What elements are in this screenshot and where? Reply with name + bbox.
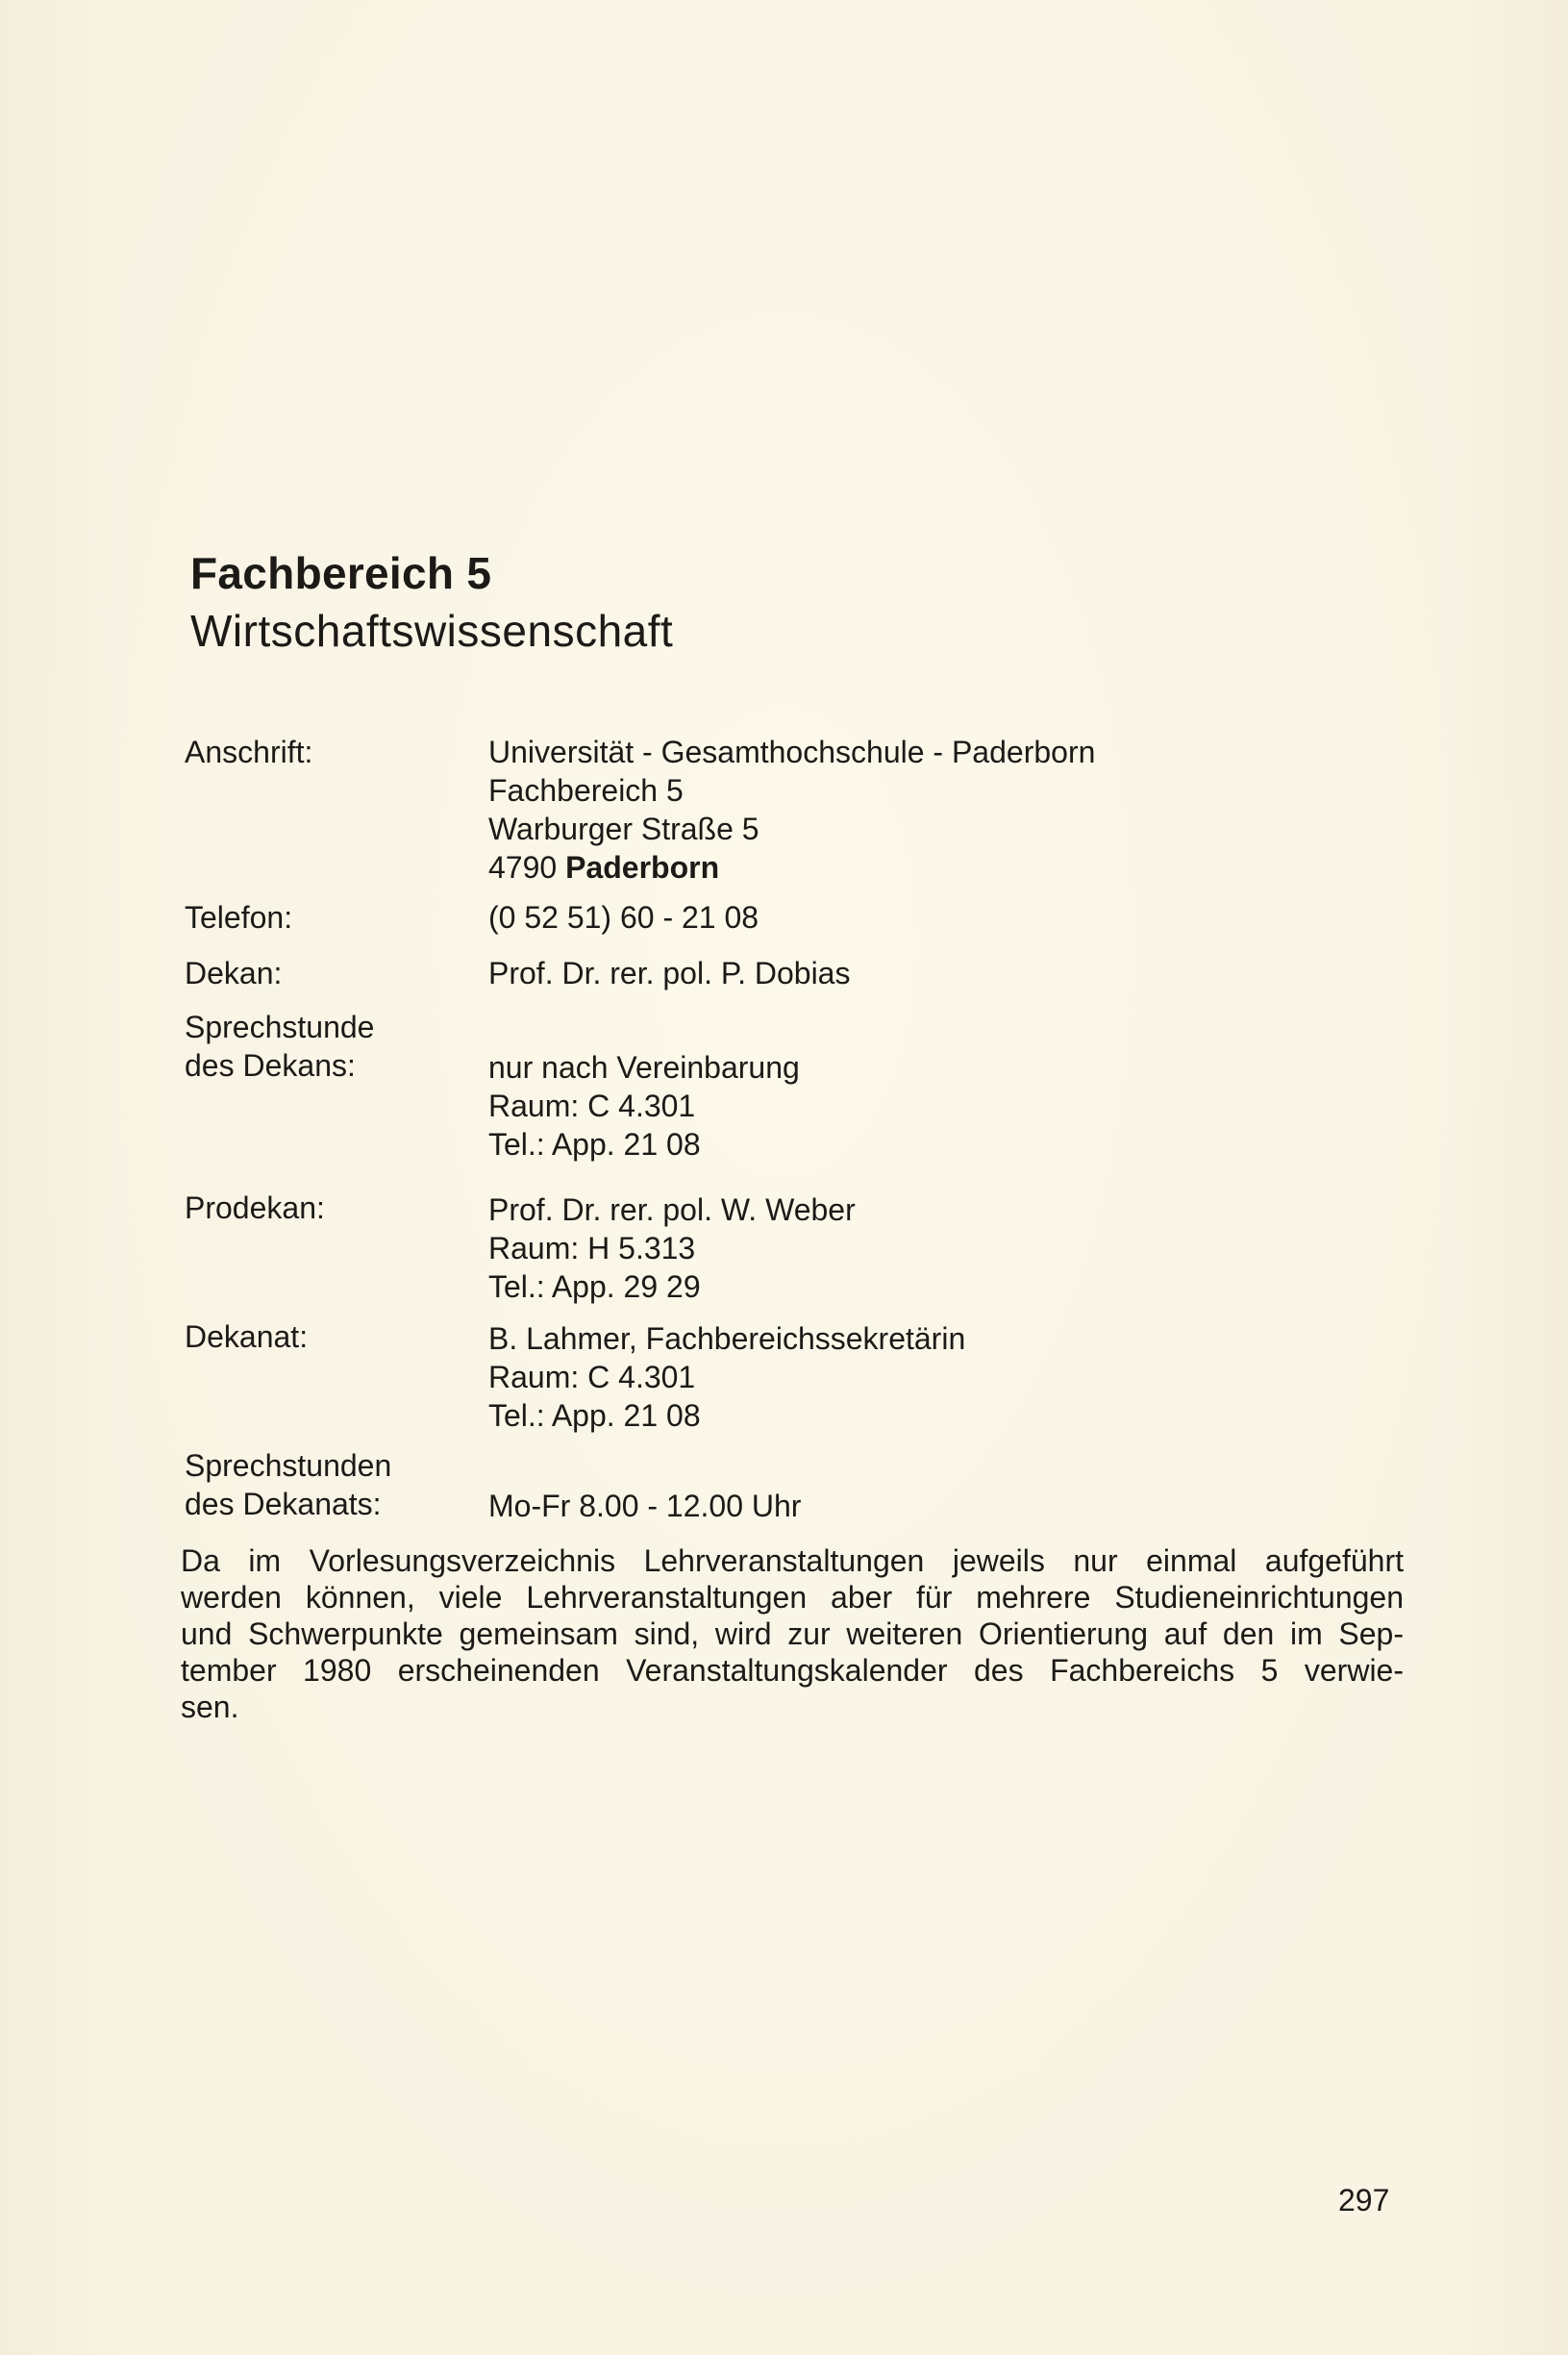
- label-line: Sprechstunde: [185, 1010, 375, 1044]
- label-line: Sprechstunden: [185, 1448, 392, 1483]
- value-line: Tel.: App. 21 08: [488, 1398, 701, 1433]
- entry-value: [488, 898, 1354, 937]
- entry-label: [185, 1189, 463, 1227]
- value-line: Tel.: App. 21 08: [488, 1127, 701, 1162]
- value-line: Prof. Dr. rer. pol. W. Weber: [488, 1192, 856, 1227]
- entry-label: [185, 1008, 463, 1085]
- entry-label: [185, 1317, 463, 1356]
- entry-value: [488, 1319, 1354, 1435]
- value-line: Raum: H 5.313: [488, 1231, 696, 1265]
- label-line: Telefon:: [185, 900, 293, 935]
- postal-code: 4790: [488, 850, 566, 885]
- page-subtitle: Wirtschaftswissenschaft: [190, 606, 674, 656]
- value-line: Mo-Fr 8.00 - 12.00 Uhr: [488, 1489, 802, 1523]
- paragraph-line: werden können, viele Lehrveranstaltungen aber für mehrere Studieneinrichtungen: [181, 1580, 1404, 1615]
- entry-value: [488, 733, 1354, 887]
- paragraph-line: und Schwerpunkte gemeinsam sind, wird zur weiteren Orientierung auf den im Sep-: [181, 1616, 1404, 1651]
- label-line: Anschrift:: [185, 735, 313, 769]
- page-number: 297: [1338, 2183, 1390, 2217]
- entry-value: [488, 1048, 1354, 1164]
- value-line: B. Lahmer, Fachbereichssekretärin: [488, 1321, 966, 1356]
- paragraph-line: Da im Vorlesungsverzeichnis Lehrveranstaltungen jeweils nur einmal aufgeführt: [181, 1543, 1404, 1578]
- city-name: Paderborn: [565, 850, 720, 885]
- entry-label: [185, 954, 463, 992]
- phone-number: (0 52 51) 60 - 21 08: [488, 900, 759, 935]
- value-line: Tel.: App. 29 29: [488, 1269, 701, 1304]
- page-heading: [190, 544, 673, 660]
- label-line: Dekanat:: [185, 1319, 309, 1354]
- dean-name: Prof. Dr. rer. pol. P. Dobias: [488, 956, 851, 990]
- info-paragraph: [181, 1542, 1404, 1725]
- paragraph-line: sen.: [181, 1690, 239, 1724]
- paragraph-line: tember 1980 erscheinenden Veranstaltungskalender des Fachbereichs 5 verwie-: [181, 1653, 1404, 1688]
- label-line: Dekan:: [185, 956, 283, 990]
- page-title: Fachbereich 5: [190, 548, 492, 598]
- entry-value: [488, 1487, 1354, 1525]
- label-line: des Dekanats:: [185, 1487, 382, 1521]
- value-line: nur nach Vereinbarung: [488, 1050, 800, 1085]
- value-line: Raum: C 4.301: [488, 1360, 696, 1394]
- address-line: Fachbereich 5: [488, 773, 684, 808]
- address-line: Universität - Gesamthochschule - Paderborn: [488, 735, 1096, 769]
- value-line: Raum: C 4.301: [488, 1089, 696, 1123]
- entry-label: [185, 898, 463, 937]
- label-line: Prodekan:: [185, 1190, 325, 1225]
- entry-value: [488, 954, 1354, 992]
- label-line: des Dekans:: [185, 1048, 356, 1083]
- entry-label: [185, 733, 463, 771]
- entry-label: [185, 1446, 463, 1523]
- address-city-line: [488, 848, 1354, 887]
- address-line: Warburger Straße 5: [488, 812, 759, 846]
- entry-value: [488, 1190, 1354, 1306]
